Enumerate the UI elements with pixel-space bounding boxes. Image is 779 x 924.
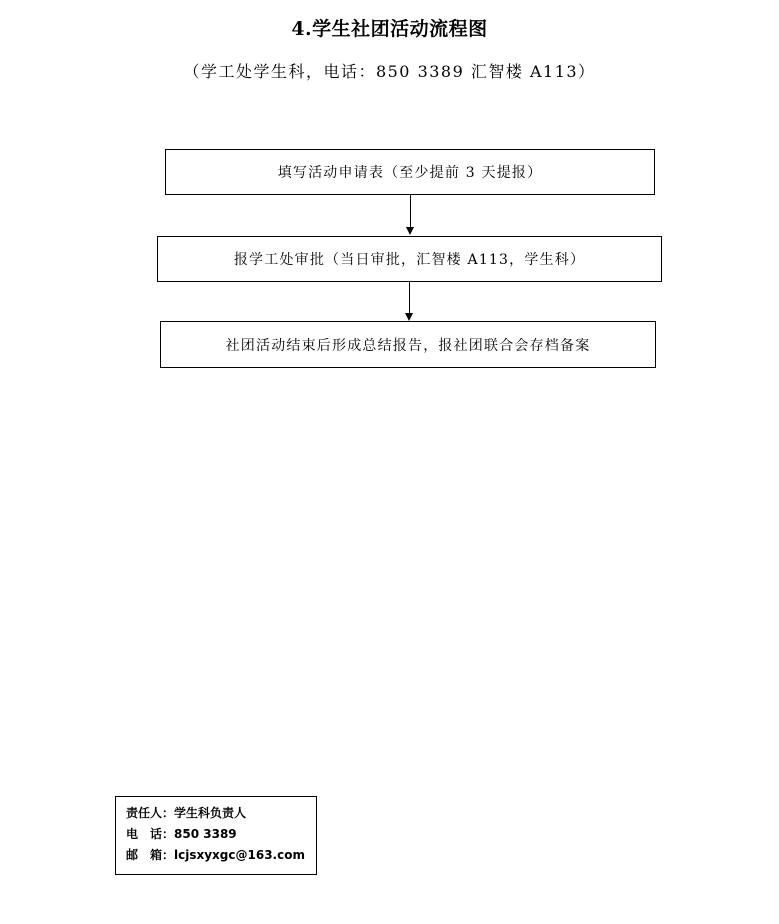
flow-step-apply <box>165 149 655 195</box>
contact-phone-row <box>126 824 316 845</box>
page-subtitle: （学工处学生科，电话：850 3389 汇智楼 A113） <box>183 62 596 81</box>
arrow-down-icon <box>405 313 413 321</box>
flow-step-report <box>160 321 656 368</box>
contact-person-label: 责任人： <box>126 806 175 820</box>
flow-arrow-1 <box>410 195 411 227</box>
contact-email-value: lcjsxyxgc@163.com <box>174 848 305 862</box>
flow-step-label: 填写活动申请表（至少提前 3 天提报） <box>277 165 543 181</box>
contact-email-row <box>126 845 316 866</box>
contact-person-row <box>126 803 316 824</box>
page-title: 4.学生社团活动流程图 <box>291 18 488 40</box>
contact-email-label: 邮 箱： <box>126 848 175 862</box>
flow-arrow-2 <box>409 282 410 313</box>
arrow-down-icon <box>406 227 414 235</box>
flow-step-approval <box>157 236 662 282</box>
contact-box <box>115 796 317 875</box>
contact-phone-label: 电 话： <box>126 827 175 841</box>
contact-person-value: 学生科负责人 <box>174 806 247 820</box>
flow-step-label: 社团活动结束后形成总结报告，报社团联合会存档备案 <box>225 337 591 354</box>
contact-phone-value: 850 3389 <box>174 827 237 841</box>
flow-step-label: 报学工处审批（当日审批，汇智楼 A113，学生科） <box>233 252 586 268</box>
